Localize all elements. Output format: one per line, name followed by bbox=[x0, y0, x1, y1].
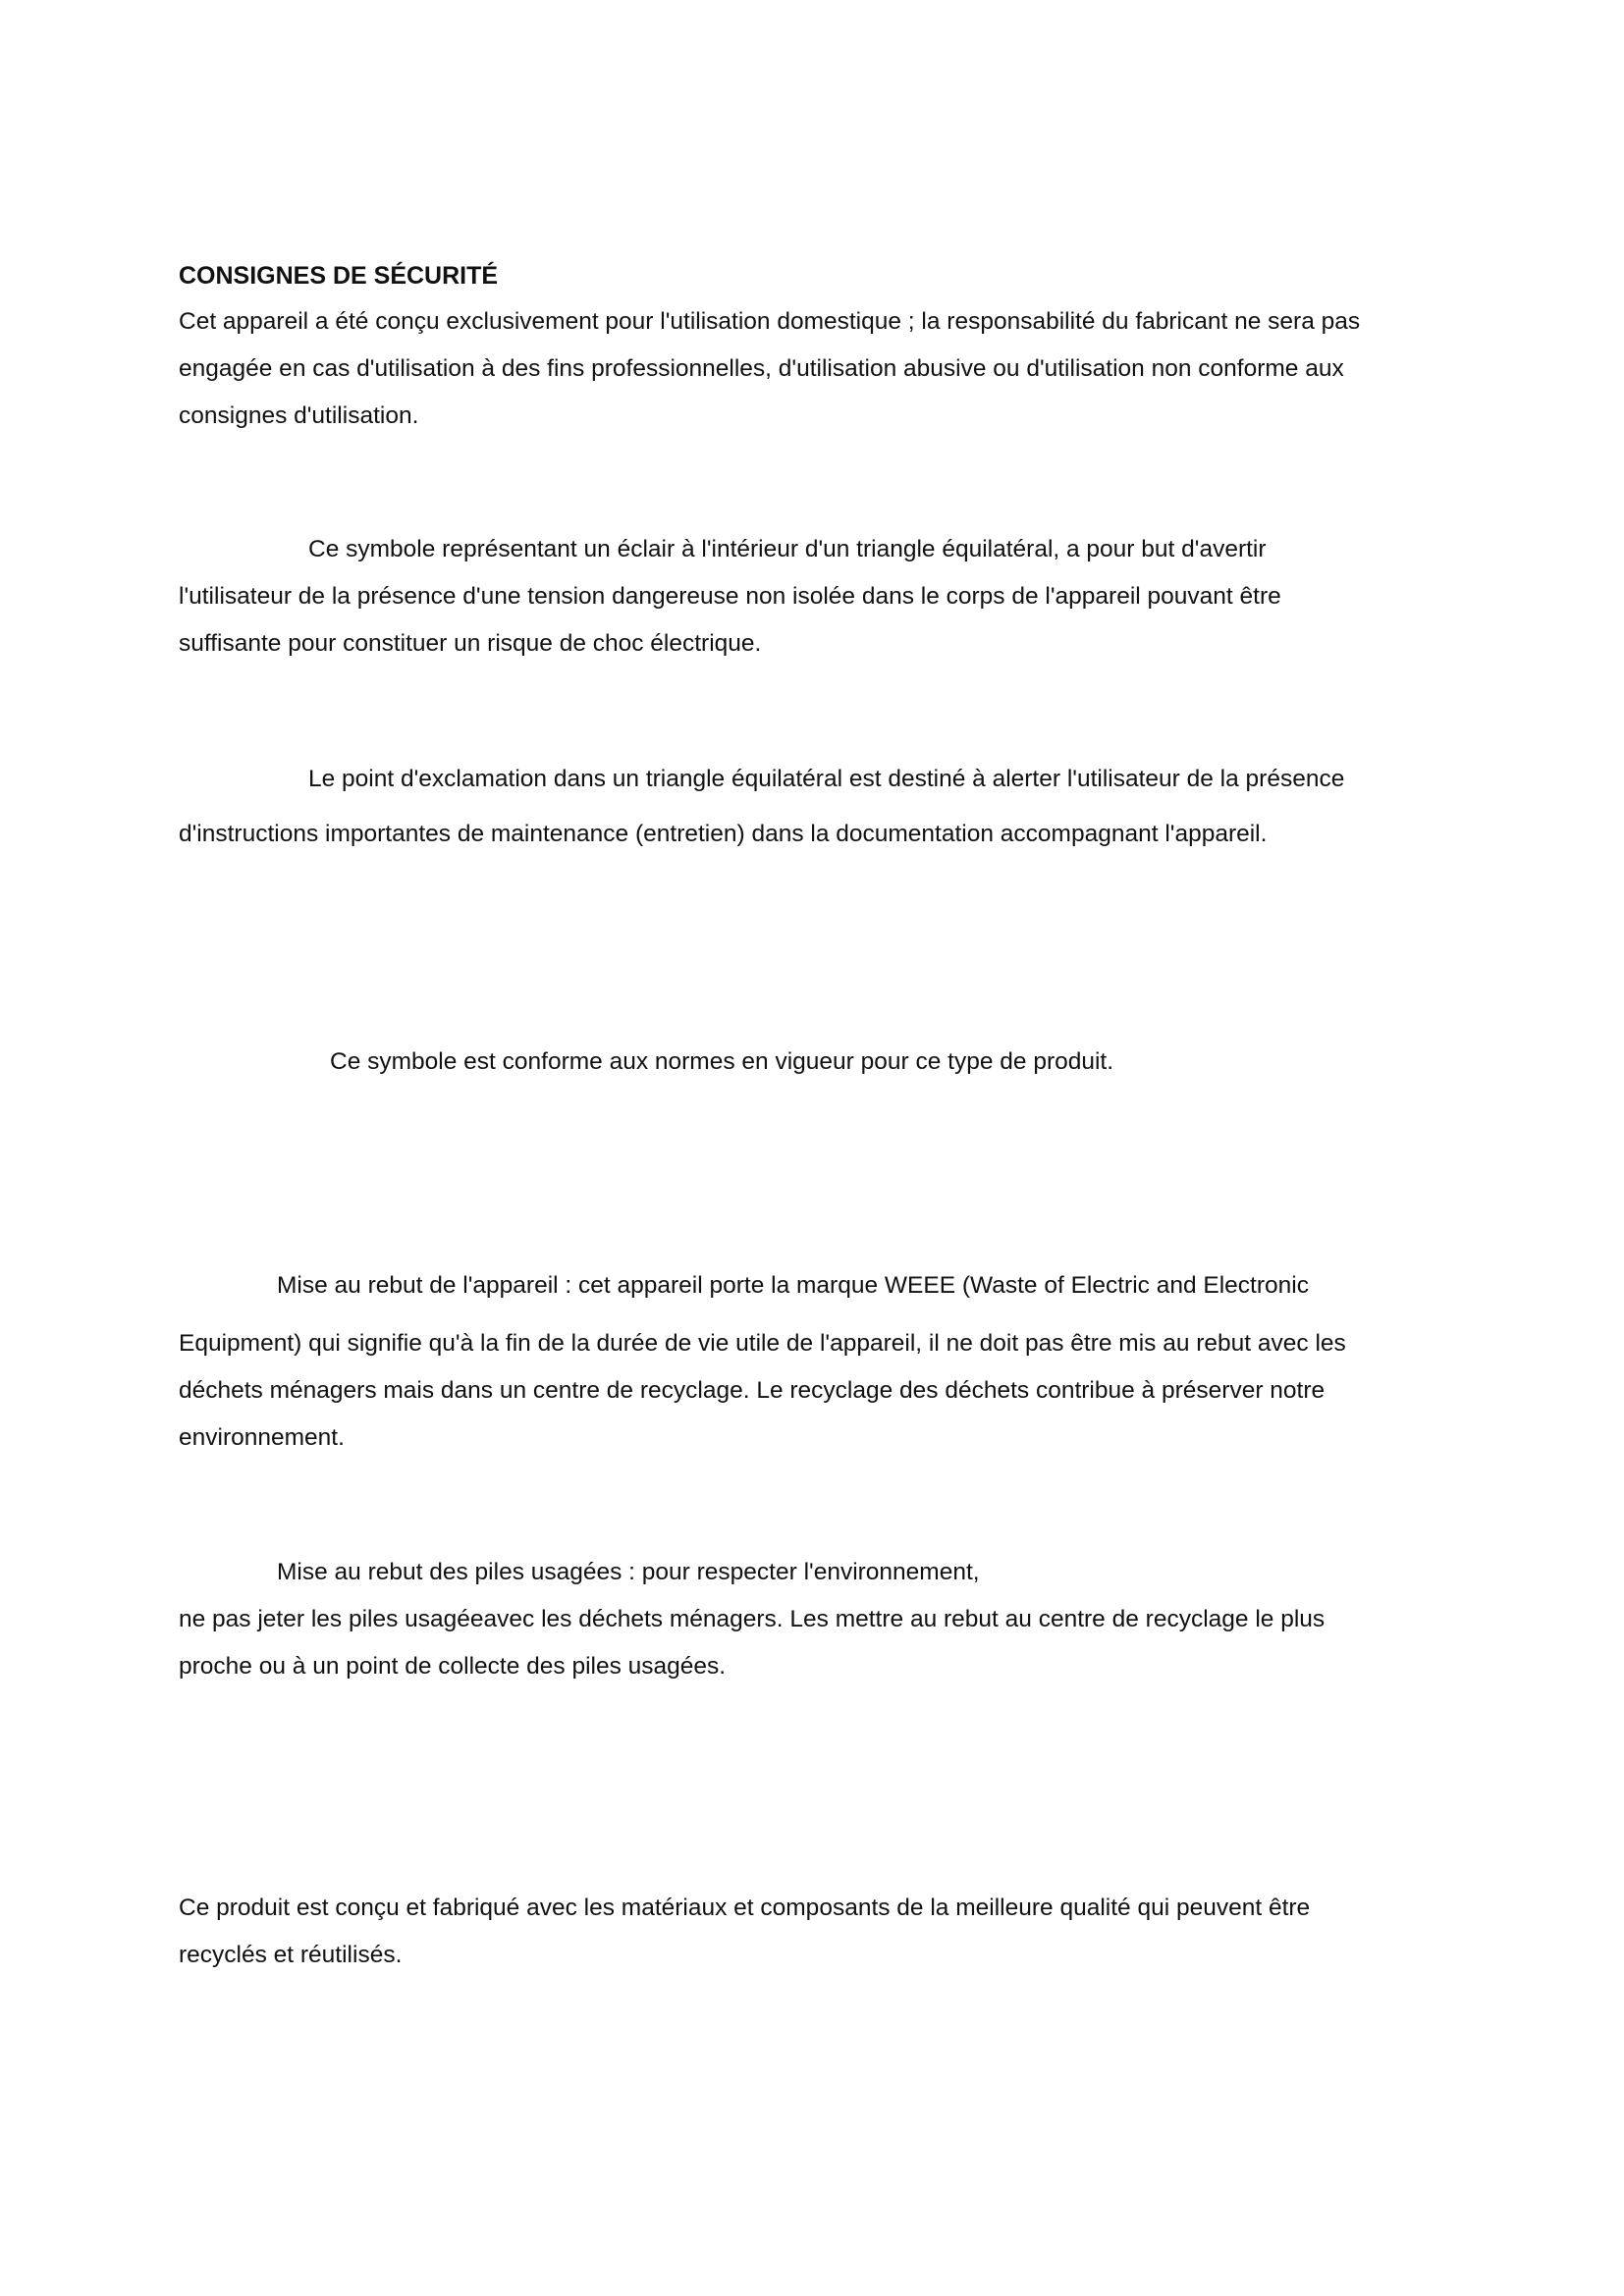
batteries-line: proche ou à un point de collecte des piles usagées. bbox=[179, 1653, 727, 1680]
batteries-line: Mise au rebut des piles usagées : pour respecter l'environnement, bbox=[277, 1559, 980, 1585]
lightning-line: l'utilisateur de la présence d'une tension dangereuse non isolée dans le corps de l'appareil pouvant être bbox=[179, 583, 1281, 610]
exclamation-line: Le point d'exclamation dans un triangle équilatéral est destiné à alerter l'utilisateur de la présence bbox=[308, 766, 1345, 792]
weee-paragraph bbox=[179, 1262, 1485, 1462]
recycling-paragraph bbox=[179, 1885, 1485, 1979]
page-title: CONSIGNES DE SÉCURITÉ bbox=[179, 262, 499, 290]
recycling-line: Ce produit est conçu et fabriqué avec les matériaux et composants de la meilleure qualité qui peuvent être bbox=[179, 1895, 1311, 1921]
batteries-line: ne pas jeter les piles usagéeavec les déchets ménagers. Les mettre au rebut au centre de recyclage le plus bbox=[179, 1606, 1326, 1632]
weee-line: déchets ménagers mais dans un centre de recyclage. Le recyclage des déchets contribue à préserver notre bbox=[179, 1377, 1326, 1404]
weee-line: Mise au rebut de l'appareil : cet appareil porte la marque WEEE (Waste of Electric and Electronic bbox=[277, 1272, 1309, 1299]
weee-line: environnement. bbox=[179, 1424, 345, 1451]
lightning-line: Ce symbole représentant un éclair à l'intérieur d'un triangle équilatéral, a pour but d'avertir bbox=[308, 536, 1267, 562]
intro-line: consignes d'utilisation. bbox=[179, 402, 419, 429]
intro-line: Cet appareil a été conçu exclusivement pour l'utilisation domestique ; la responsabilité du fabricant ne sera pas bbox=[179, 308, 1361, 335]
lightning-line: suffisante pour constituer un risque de choc électrique. bbox=[179, 630, 762, 657]
conformity-paragraph bbox=[179, 1039, 1485, 1086]
recycling-line: recyclés et réutilisés. bbox=[179, 1942, 403, 1968]
intro-paragraph bbox=[179, 298, 1485, 440]
conformity-line: Ce symbole est conforme aux normes en vigueur pour ce type de produit. bbox=[330, 1048, 1114, 1075]
lightning-symbol-paragraph bbox=[179, 526, 1485, 667]
exclamation-symbol-paragraph bbox=[179, 756, 1485, 858]
batteries-paragraph bbox=[179, 1549, 1485, 1690]
exclamation-line: d'instructions importantes de maintenance (entretien) dans la documentation accompagnant l'appareil. bbox=[179, 821, 1268, 847]
intro-line: engagée en cas d'utilisation à des fins professionnelles, d'utilisation abusive ou d'utilisation non conforme aux bbox=[179, 355, 1344, 382]
weee-line: Equipment) qui signifie qu'à la fin de la durée de vie utile de l'appareil, il ne doit pas être mis au rebut avec les bbox=[179, 1330, 1346, 1357]
